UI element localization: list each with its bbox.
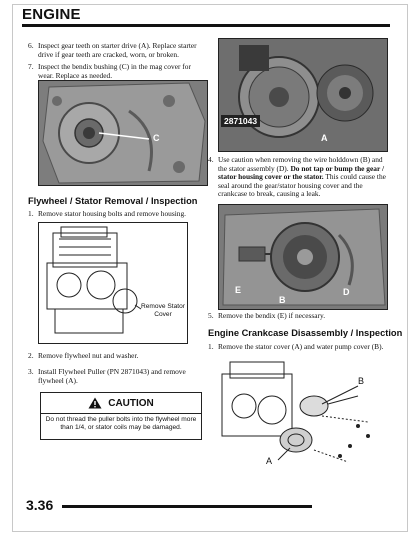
step-number: 7. — [28, 62, 34, 71]
step-text: Remove the stator cover (A) and water pump cover (B). — [218, 342, 384, 351]
step-4-warning: Do not tap or bump the gear / stator housing cover or the stator. — [218, 163, 385, 182]
flywheel-step-3 — [28, 368, 208, 385]
flywheel-stator-heading: Flywheel / Stator Removal / Inspection — [28, 196, 198, 206]
step-number: 1. — [28, 209, 34, 218]
crankcase-exploded-drawing — [218, 356, 382, 480]
step-4-tail: This could cause the seal around the gear/stator housing cover and the crankcase to break, causing a leak. — [218, 172, 386, 199]
callout-d: D — [343, 287, 350, 297]
warning-triangle-icon — [88, 397, 102, 409]
step-text: Inspect gear teeth on starter drive (A). Replace starter drive if gear teeth are cracked, worn, or broken. — [38, 41, 197, 59]
flywheel-step-1 — [28, 210, 208, 219]
crankcase-exploded-illustration — [218, 356, 382, 480]
remove-stator-cover-label: Remove Stator Cover — [141, 303, 185, 318]
step-text: Install Flywheel Puller (PN 2871043) and remove flywheel (A). — [38, 367, 186, 385]
mag-cover-photo — [38, 80, 208, 186]
callout-stator-cover-a: A — [266, 456, 273, 466]
engine-line-drawing — [38, 222, 188, 344]
step-text: Remove flywheel nut and washer. — [38, 351, 139, 360]
step-number: 2. — [28, 351, 34, 360]
step-text: Remove the bendix (E) if necessary. — [218, 311, 326, 320]
caution-text: Do not thread the puller bolts into the flywheel more than 1/4, or stator coils may be damaged. — [45, 416, 197, 431]
callout-water-pump-cover-b: B — [358, 376, 365, 386]
flywheel-puller-photo — [218, 38, 388, 152]
step-6 — [28, 42, 208, 59]
callout-a: A — [321, 133, 328, 143]
stator-assembly-illustration — [219, 205, 387, 309]
page-number: 3.36 — [26, 497, 54, 513]
step-number: 1. — [208, 342, 214, 351]
step-text — [208, 156, 386, 199]
callout-c: C — [153, 133, 160, 143]
caution-header — [41, 393, 201, 414]
step-number: 4. — [208, 155, 214, 164]
footer-rule — [62, 505, 312, 508]
crankcase-heading: Engine Crankcase Disassembly / Inspection — [208, 328, 403, 338]
flywheel-step-2 — [28, 352, 208, 361]
engine-assembly-illustration — [39, 223, 187, 343]
flywheel-puller-illustration — [219, 39, 387, 151]
caution-box — [40, 392, 202, 440]
puller-part-number: 2871043 — [221, 115, 260, 127]
stator-assembly-photo — [218, 204, 388, 310]
step-5 — [208, 312, 386, 321]
header-rule — [22, 24, 390, 27]
step-4 — [208, 156, 386, 199]
step-7 — [28, 63, 208, 80]
callout-b: B — [279, 295, 286, 305]
step-number: 3. — [28, 367, 34, 376]
step-number: 5. — [208, 311, 214, 320]
mag-cover-illustration — [39, 81, 207, 185]
callout-e: E — [235, 285, 242, 295]
step-text: Remove stator housing bolts and remove housing. — [38, 209, 187, 218]
step-text: Inspect the bendix bushing (C) in the mag cover for wear. Replace as needed. — [38, 62, 191, 80]
step-number: 6. — [28, 41, 34, 50]
section-header: ENGINE — [22, 6, 81, 23]
step-4-text: Use caution when removing the wire holddown (B) and the stator assembly (D). — [218, 155, 383, 173]
crankcase-step-1 — [208, 343, 386, 352]
caution-title: CAUTION — [108, 397, 154, 409]
